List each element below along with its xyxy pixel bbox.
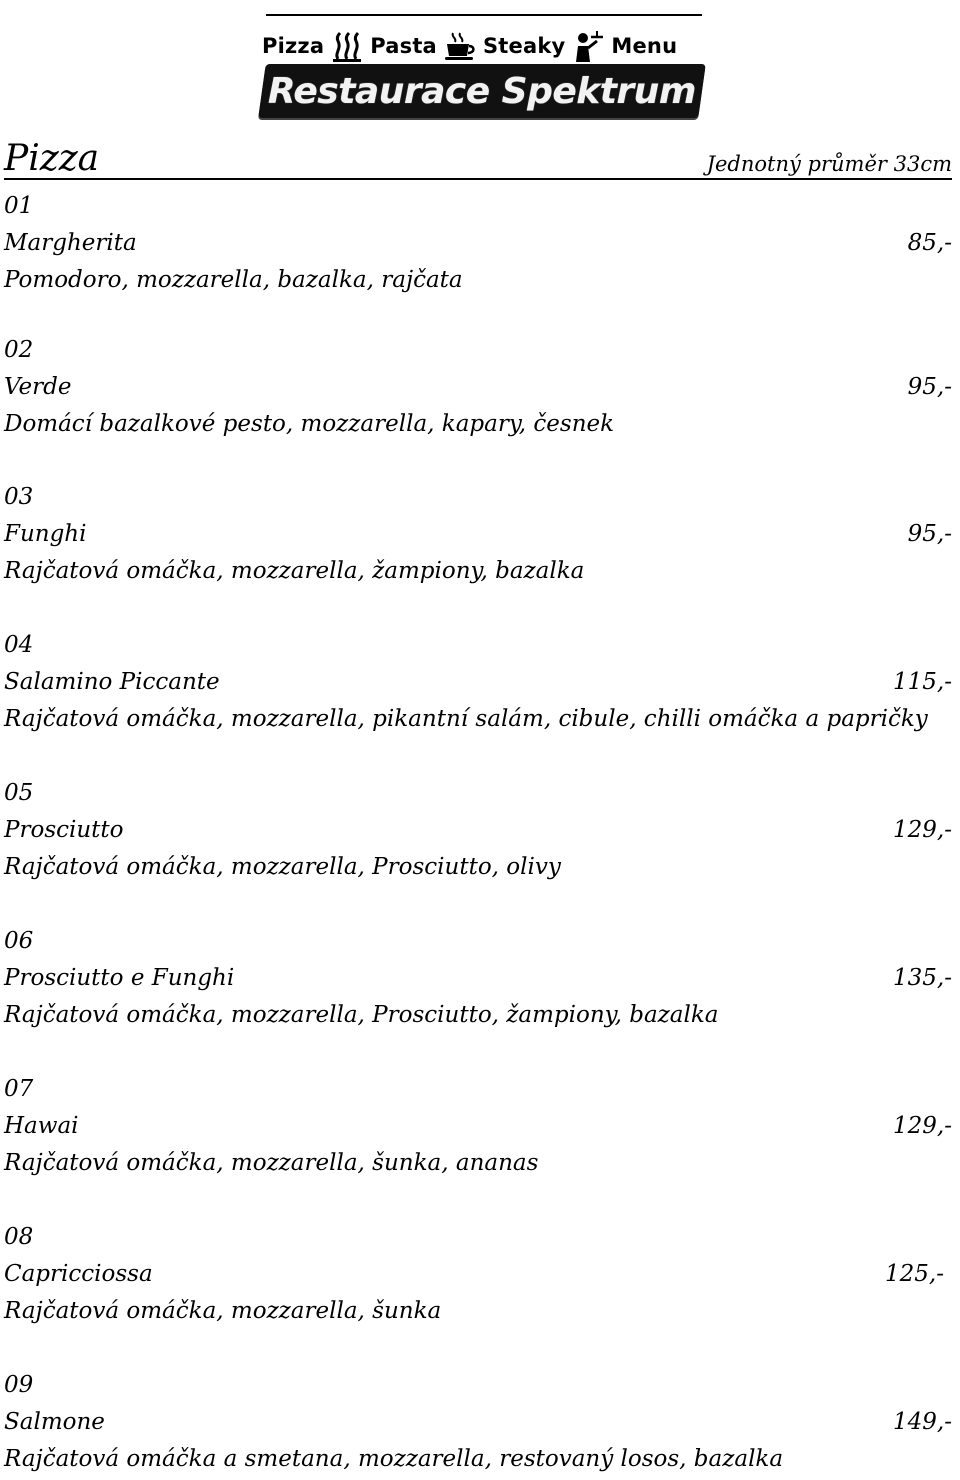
item-description: Rajčatová omáčka, mozzarella, šunka, ananas [4, 1150, 539, 1176]
item-name: Prosciutto e Funghi [4, 965, 235, 991]
item-name-row [4, 812, 952, 849]
item-price: 149,- [893, 1409, 952, 1435]
menu-item [4, 775, 952, 886]
item-price: 129,- [893, 1113, 952, 1139]
item-description: Rajčatová omáčka a smetana, mozzarella, restovaný losos, bazalka [4, 1446, 784, 1472]
menu-item [4, 923, 952, 1034]
waiter-icon [571, 29, 605, 63]
logo-restaurant-name: Restaurace Spektrum [268, 70, 696, 112]
item-description: Rajčatová omáčka, mozzarella, Prosciutto, olivy [4, 854, 561, 880]
logo-word-pizza: Pizza [262, 34, 325, 58]
item-name-row [4, 1256, 952, 1293]
logo-word-pasta: Pasta [370, 34, 437, 58]
item-description: Pomodoro, mozzarella, bazalka, rajčata [4, 267, 463, 293]
item-name-row [4, 369, 952, 406]
menu-item [4, 332, 952, 443]
menu-item [4, 1367, 952, 1478]
item-price: 95,- [907, 374, 952, 400]
section-header [4, 136, 952, 180]
item-name: Salmone [4, 1409, 105, 1435]
item-price: 129,- [893, 817, 952, 843]
item-name: Verde [4, 374, 72, 400]
item-number: 04 [4, 632, 34, 658]
item-number: 06 [4, 928, 34, 954]
item-name-row [4, 1404, 952, 1441]
item-name: Capricciossa [4, 1261, 153, 1287]
item-price: 85,- [907, 230, 952, 256]
steam-icon [330, 29, 364, 63]
logo-word-steaky: Steaky [482, 34, 566, 58]
item-number: 01 [4, 193, 34, 219]
menu-item [4, 1219, 952, 1330]
item-name-row [4, 225, 952, 262]
item-number: 03 [4, 484, 34, 510]
item-name-row [4, 1108, 952, 1145]
item-name: Funghi [4, 521, 87, 547]
menu-item [4, 479, 952, 590]
item-number: 09 [4, 1372, 34, 1398]
coffee-cup-icon [443, 29, 477, 63]
item-price: 115,- [893, 669, 952, 695]
item-name: Margherita [4, 230, 137, 256]
logo-word-menu: Menu [611, 34, 678, 58]
menu-item [4, 1071, 952, 1182]
item-name-row [4, 960, 952, 997]
section-note: Jednotný průměr 33cm [706, 152, 952, 176]
section-title: Pizza [4, 138, 100, 179]
menu-item [4, 627, 952, 738]
item-name: Hawai [4, 1113, 79, 1139]
logo-top-rule [266, 14, 702, 16]
item-description: Domácí bazalkové pesto, mozzarella, kapary, česnek [4, 411, 615, 437]
item-name: Prosciutto [4, 817, 124, 843]
item-price: 135,- [893, 965, 952, 991]
item-price: 95,- [907, 521, 952, 547]
item-name-row [4, 516, 952, 553]
item-number: 02 [4, 337, 34, 363]
logo-tagline [262, 26, 702, 66]
item-name-row [4, 664, 952, 701]
item-description: Rajčatová omáčka, mozzarella, pikantní salám, cibule, chilli omáčka a papričky [4, 706, 928, 732]
item-name: Salamino Piccante [4, 669, 220, 695]
item-price: 125,- [885, 1261, 944, 1287]
restaurant-logo [262, 6, 702, 122]
item-description: Rajčatová omáčka, mozzarella, šunka [4, 1298, 442, 1324]
item-number: 05 [4, 780, 34, 806]
logo-banner [258, 64, 706, 118]
item-number: 08 [4, 1224, 34, 1250]
item-description: Rajčatová omáčka, mozzarella, Prosciutto, žampiony, bazalka [4, 1002, 719, 1028]
menu-item [4, 188, 952, 299]
item-number: 07 [4, 1076, 34, 1102]
item-description: Rajčatová omáčka, mozzarella, žampiony, bazalka [4, 558, 585, 584]
